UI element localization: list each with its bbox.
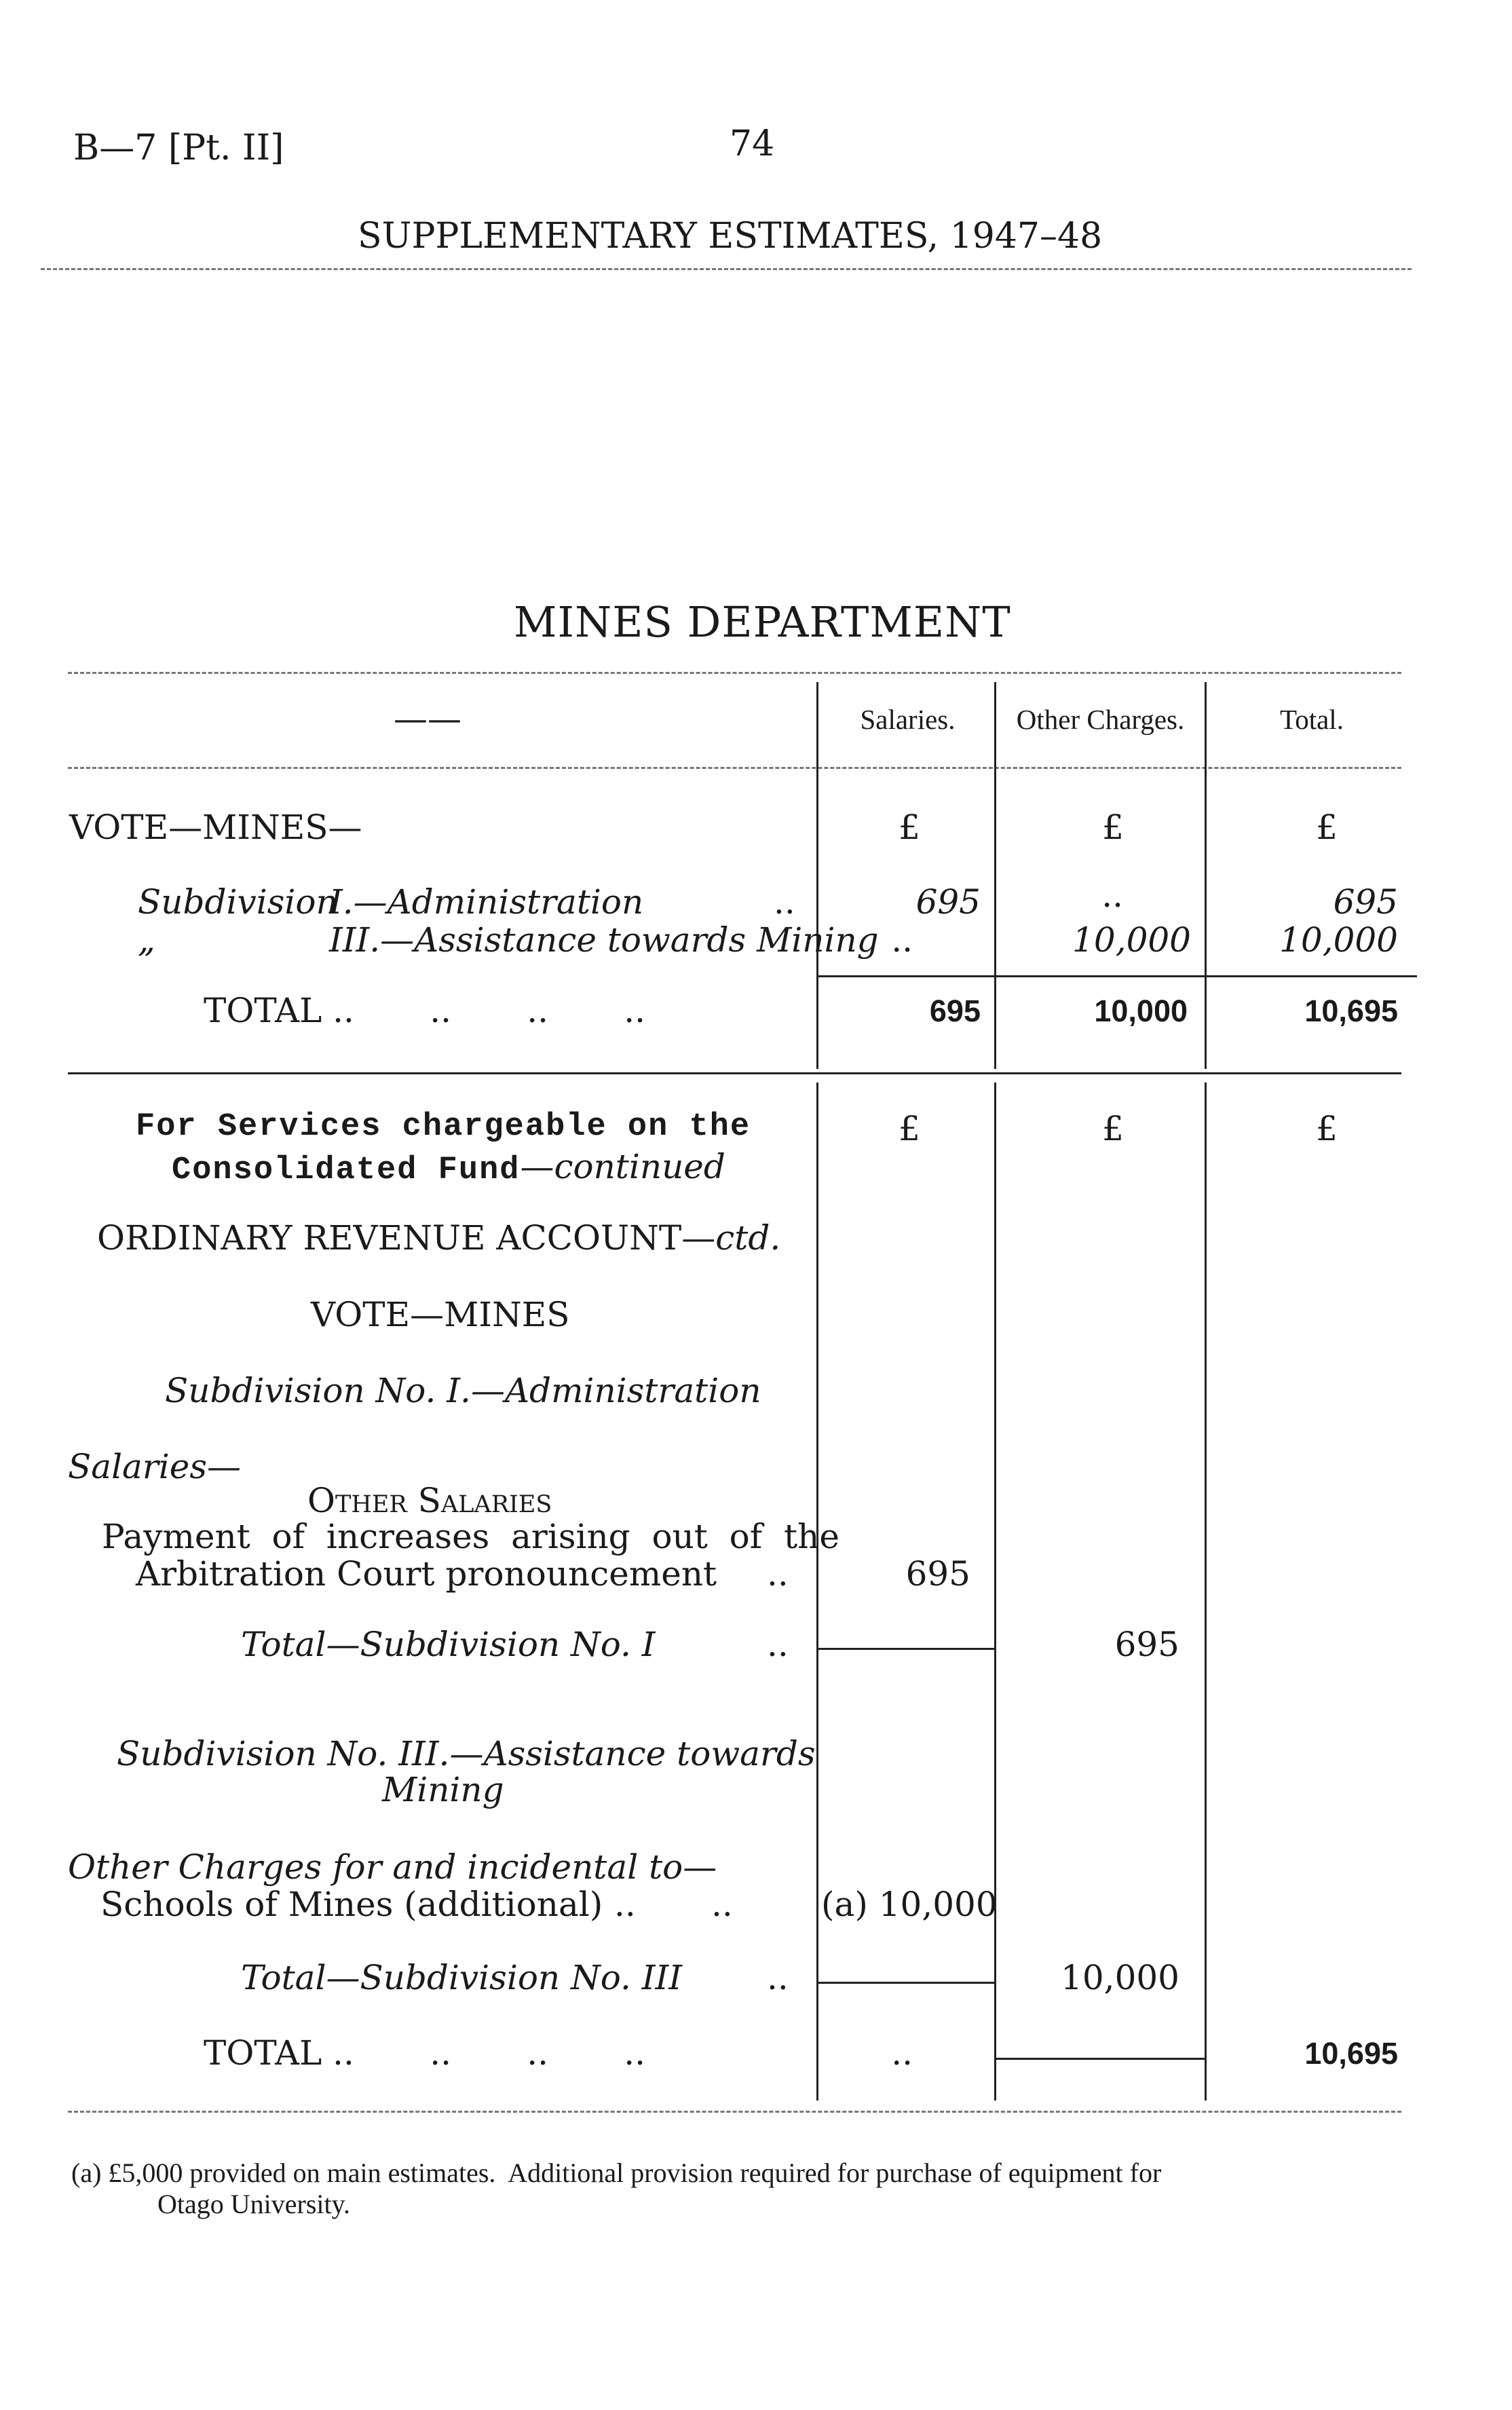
summary-currency-other: £ <box>1102 808 1124 847</box>
detail-heading-consolidated-fund: Consolidated Fund <box>172 1152 521 1188</box>
detail-total-sub3-leaders: .. <box>767 1958 789 1997</box>
detail-grand-total-label: TOTAL .. .. .. .. <box>204 2033 646 2073</box>
detail-account-label: ORDINARY REVENUE ACCOUNT— <box>97 1218 716 1258</box>
summary-col-divider-3 <box>1205 682 1207 1069</box>
summary-col-other-charges: Other Charges. <box>1016 704 1185 735</box>
detail-heading-line1: For Services chargeable on the <box>136 1109 751 1145</box>
summary-total-rule <box>816 975 1417 977</box>
summary-row-2-salaries: .. <box>891 920 913 960</box>
detail-payment-line2: Arbitration Court pronouncement <box>136 1554 717 1594</box>
summary-row-1-other: .. <box>1101 875 1123 915</box>
footnote-line1: (a) £5,000 provided on main estimates. Additional provision required for purchase of equipment for <box>71 2158 1162 2188</box>
detail-total-sub3-rule <box>816 1982 994 1984</box>
document-reference: B—7 [Pt. II] <box>73 128 284 168</box>
summary-total-other: 10,000 <box>1094 994 1188 1028</box>
summary-row-1-leaders: .. <box>774 882 795 922</box>
detail-schools-amount: (a) 10,000 <box>821 1885 998 1924</box>
detail-col-divider-1 <box>816 1082 818 2101</box>
detail-payment-leaders: .. <box>767 1554 789 1594</box>
detail-col-divider-2 <box>994 1082 996 2101</box>
footnote-line2: Otago University. <box>157 2189 351 2219</box>
detail-vote-heading: VOTE—MINES <box>311 1295 570 1334</box>
summary-row-1-total: 695 <box>1333 882 1398 922</box>
detail-col-divider-3 <box>1205 1082 1207 2101</box>
detail-salaries-label: Salaries— <box>68 1447 242 1486</box>
summary-row-2-prefix: „ <box>138 920 155 960</box>
detail-grand-total-total: 10,695 <box>1304 2036 1398 2071</box>
detail-schools-label: Schools of Mines (additional) <box>100 1885 603 1924</box>
summary-total-label: TOTAL .. .. .. .. <box>204 991 646 1030</box>
summary-currency-salaries: £ <box>899 808 920 847</box>
summary-total-salaries: 695 <box>929 994 981 1028</box>
detail-total-sub1-amount: 695 <box>1114 1625 1179 1664</box>
summary-top-rule <box>68 672 1401 674</box>
page-number: 74 <box>730 124 775 164</box>
summary-total-total: 10,695 <box>1304 994 1398 1028</box>
running-title: SUPPLEMENTARY ESTIMATES, 1947–48 <box>358 216 1103 257</box>
detail-total-sub3-label: Total—Subdivision No. III <box>241 1958 683 1997</box>
summary-row-1-label: I.—Administration <box>329 882 644 922</box>
detail-total-sub3-amount: 10,000 <box>1061 1958 1179 1997</box>
detail-total-sub1-label: Total—Subdivision No. I <box>241 1625 656 1664</box>
department-title: MINES DEPARTMENT <box>514 597 1011 647</box>
summary-currency-total: £ <box>1316 808 1338 847</box>
detail-heading-line2 <box>172 1147 725 1188</box>
detail-subdivision-1-heading: Subdivision No. I.—Administration <box>165 1371 761 1410</box>
detail-bottom-rule <box>68 2111 1401 2113</box>
detail-schools-leaders: .. .. <box>614 1885 733 1924</box>
detail-payment-line1: Payment of increases arising out of the <box>102 1517 839 1556</box>
detail-currency-total: £ <box>1316 1109 1338 1148</box>
summary-row-2-total: 10,000 <box>1279 920 1398 960</box>
detail-other-salaries: Other Salaries <box>307 1481 552 1520</box>
summary-col-total: Total. <box>1280 704 1344 735</box>
summary-col-salaries: Salaries. <box>860 704 956 735</box>
detail-heading-continued: —continued <box>520 1147 725 1186</box>
detail-grand-total-rule <box>994 2058 1205 2060</box>
summary-vote-label: VOTE—MINES— <box>69 808 362 847</box>
detail-grand-total-salaries: .. <box>891 2033 913 2073</box>
summary-header-rule <box>68 767 1401 769</box>
detail-account-heading <box>97 1218 780 1258</box>
detail-account-suffix: ctd. <box>715 1218 781 1258</box>
detail-total-sub1-leaders: .. <box>767 1625 789 1664</box>
summary-row-1-prefix: Subdivision <box>138 882 338 922</box>
detail-payment-amount: 695 <box>905 1554 970 1594</box>
detail-top-rule <box>68 1072 1401 1074</box>
summary-stub-dash: —— <box>394 699 461 738</box>
detail-subdivision-3-heading-line1: Subdivision No. III.—Assistance towards <box>117 1734 816 1773</box>
summary-col-divider-2 <box>994 682 996 1069</box>
detail-currency-other: £ <box>1102 1109 1124 1148</box>
summary-col-divider-1 <box>816 682 818 1069</box>
header-rule <box>41 268 1412 270</box>
detail-other-charges-label: Other Charges for and incidental to— <box>68 1847 717 1887</box>
detail-subdivision-3-heading-line2: Mining <box>382 1770 504 1809</box>
detail-total-sub1-rule <box>816 1648 994 1650</box>
summary-row-2-other: 10,000 <box>1072 920 1191 960</box>
detail-currency-salaries: £ <box>899 1109 920 1148</box>
summary-row-1-salaries: 695 <box>915 882 981 922</box>
summary-row-2-label: III.—Assistance towards Mining <box>329 920 879 960</box>
